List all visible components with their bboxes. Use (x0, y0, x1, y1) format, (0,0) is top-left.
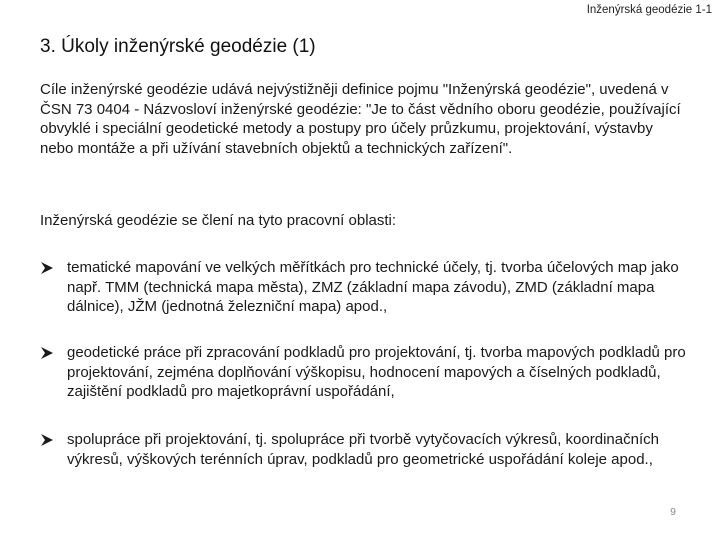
page-number: 9 (670, 506, 676, 518)
list-item-text: tematické mapování ve velkých měřítkách pro technické účely, tj. tvorba účelových map jako např. TMM (technická mapa města), ZMZ (základní mapa závodu), ZMD (základní mapa dálnice), JŽM (jednotná železniční mapa) apod., (67, 259, 679, 315)
list-item (40, 430, 705, 469)
running-header: Inženýrská geodézie 1-1 (586, 4, 712, 16)
arrowhead-bullet-icon (40, 261, 54, 275)
slide-title: 3. Úkoly inženýrské geodézie (1) (40, 36, 316, 57)
arrowhead-bullet-icon (40, 433, 54, 447)
list-item (40, 343, 705, 402)
areas-intro-text: Inženýrská geodézie se člení na tyto pracovní oblasti: (40, 212, 397, 229)
list-item-text: geodetické práce při zpracování podkladů pro projektování, tj. tvorba mapových podkladů pro projektování, zejména doplňování výškopisu, hodnocení mapových a číselných podkladů, zajištění podkladů pro majetkoprávní uspořádání, (67, 344, 686, 400)
arrowhead-bullet-icon (40, 346, 54, 360)
list-item-text: spolupráce při projektování, tj. spolupráce při tvorbě vytyčovacích výkresů, koordinačních výkresů, výškových terénních úprav, podkladů pro geometrické uspořádání koleje apod., (67, 431, 659, 468)
intro-paragraph: Cíle inženýrské geodézie udává nejvýstižněji definice pojmu "Inženýrská geodézie", uvedená v ČSN 73 0404 - Názvosloví inženýrské geodézie: "Je to část vědního oboru geodézie, používající obvyklé i speciální geodetické metody a postupy pro účely průzkumu, projektování, výstavby nebo montáže a při užívání stavebních objektů a technických zařízení". (40, 81, 681, 157)
list-item (40, 258, 705, 317)
